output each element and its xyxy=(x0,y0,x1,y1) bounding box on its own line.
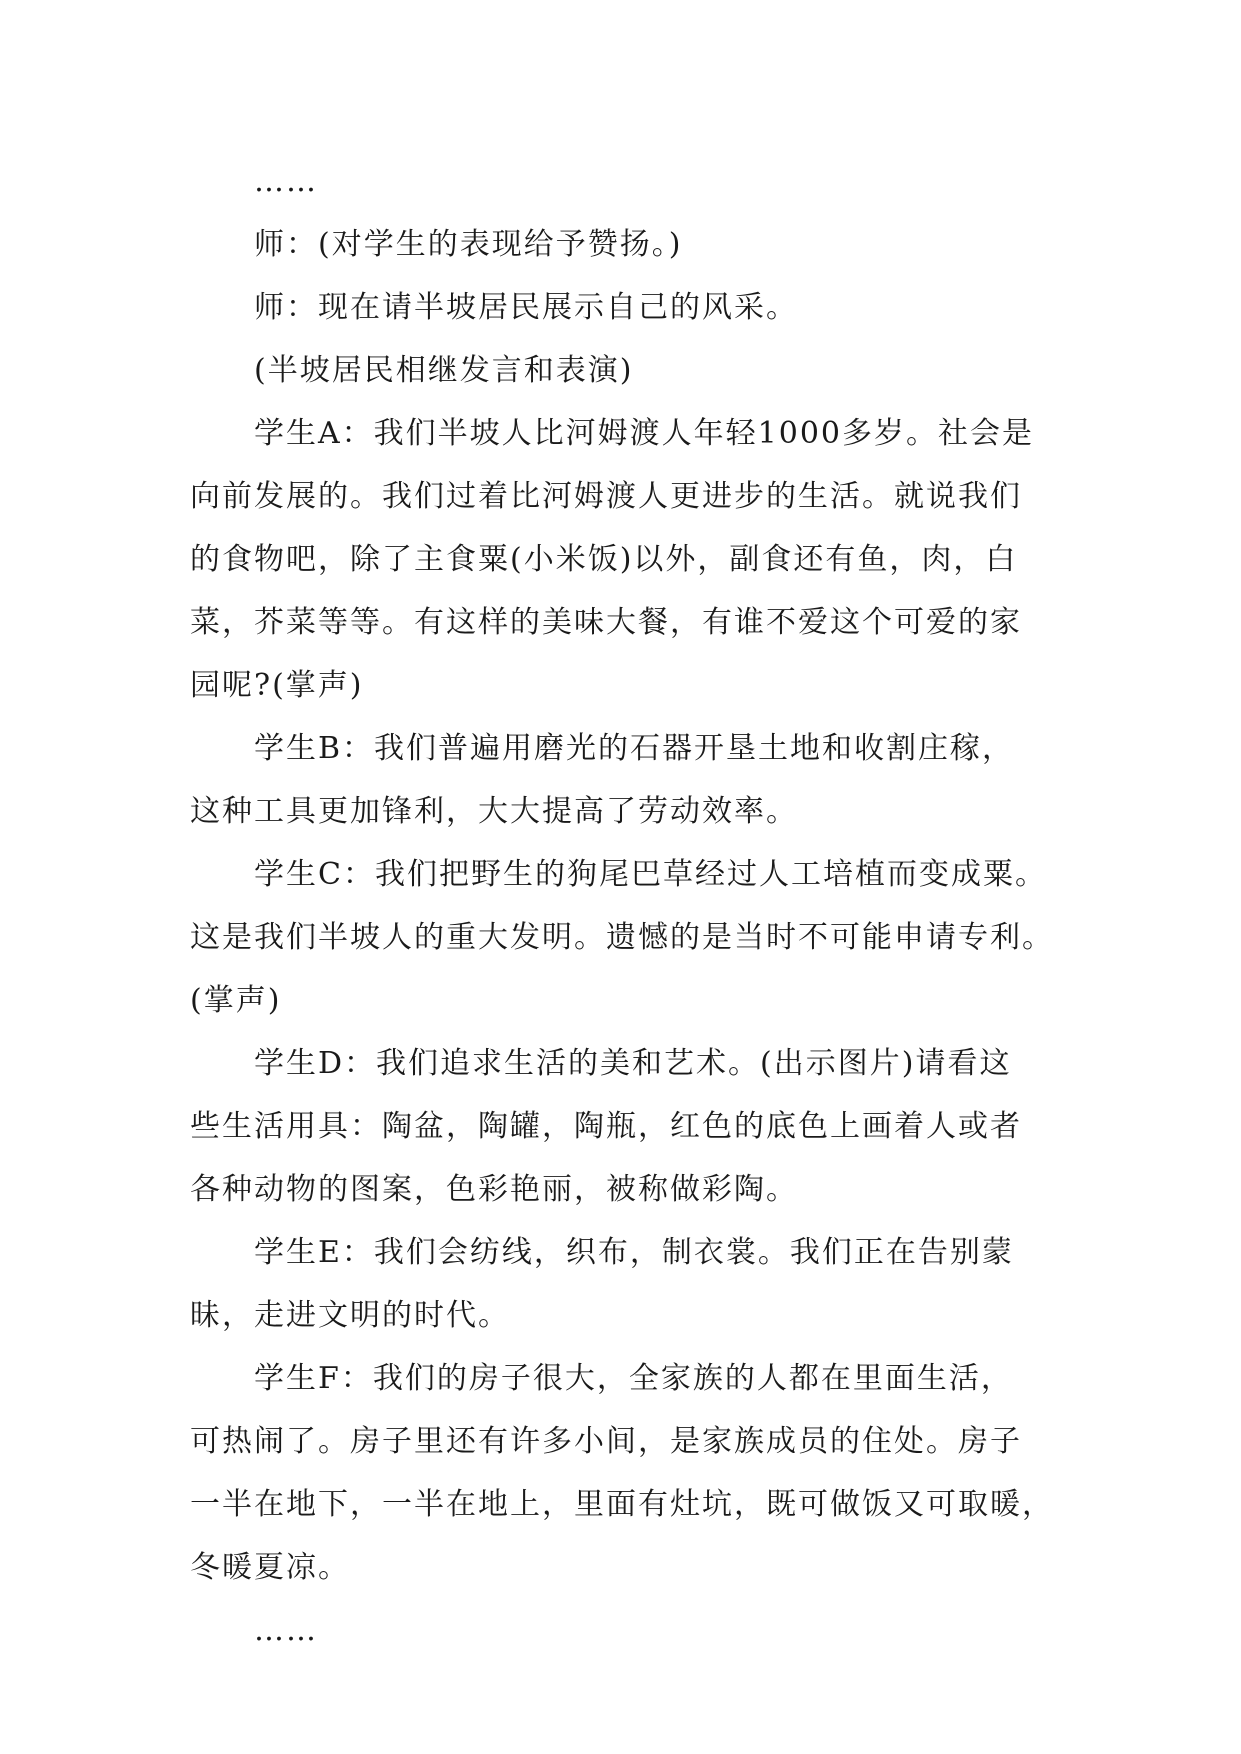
teacher-line-invite: 师：现在请半坡居民展示自己的风采。 xyxy=(254,290,798,325)
student-f-line: 冬暖夏凉。 xyxy=(190,1550,350,1585)
student-a-line: 园呢?(掌声) xyxy=(190,668,364,703)
ellipsis-line: …… xyxy=(254,164,318,199)
student-a-line: 向前发展的。我们过着比河姆渡人更进步的生活。就说我们 xyxy=(190,479,1022,514)
student-b-line: 学生B：我们普遍用磨光的石器开垦土地和收割庄稼， xyxy=(254,731,1015,766)
document-body xyxy=(190,150,1060,1662)
stage-direction: (半坡居民相继发言和表演) xyxy=(254,353,634,388)
student-a-line: 的食物吧，除了主食粟(小米饭)以外，副食还有鱼，肉，白 xyxy=(190,542,1018,577)
student-d-line: 各种动物的图案，色彩艳丽，被称做彩陶。 xyxy=(190,1172,798,1207)
student-b-line: 这种工具更加锋利，大大提高了劳动效率。 xyxy=(190,794,798,829)
student-e-line: 昧，走进文明的时代。 xyxy=(190,1298,510,1333)
student-f-line: 一半在地下，一半在地上，里面有灶坑，既可做饭又可取暖， xyxy=(190,1487,1054,1522)
student-a-line: 学生A：我们半坡人比河姆渡人年轻1000多岁。社会是 xyxy=(254,416,1035,451)
student-e-line: 学生E：我们会纺线，织布，制衣裳。我们正在告别蒙 xyxy=(254,1235,1014,1270)
ellipsis-line: …… xyxy=(254,1613,318,1648)
student-f-line: 可热闹了。房子里还有许多小间，是家族成员的住处。房子 xyxy=(190,1424,1022,1459)
student-f-line: 学生F：我们的房子很大，全家族的人都在里面生活， xyxy=(254,1361,1013,1396)
teacher-line-praise: 师：(对学生的表现给予赞扬。) xyxy=(254,227,683,262)
student-c-line: (掌声) xyxy=(190,983,282,1018)
student-c-line: 学生C：我们把野生的狗尾巴草经过人工培植而变成粟。 xyxy=(254,857,1047,892)
student-a-line: 菜，芥菜等等。有这样的美味大餐，有谁不爱这个可爱的家 xyxy=(190,605,1022,640)
student-d-line: 些生活用具：陶盆，陶罐，陶瓶，红色的底色上画着人或者 xyxy=(190,1109,1022,1144)
student-c-line: 这是我们半坡人的重大发明。遗憾的是当时不可能申请专利。 xyxy=(190,920,1054,955)
student-d-line: 学生D：我们追求生活的美和艺术。(出示图片)请看这 xyxy=(254,1046,1012,1081)
